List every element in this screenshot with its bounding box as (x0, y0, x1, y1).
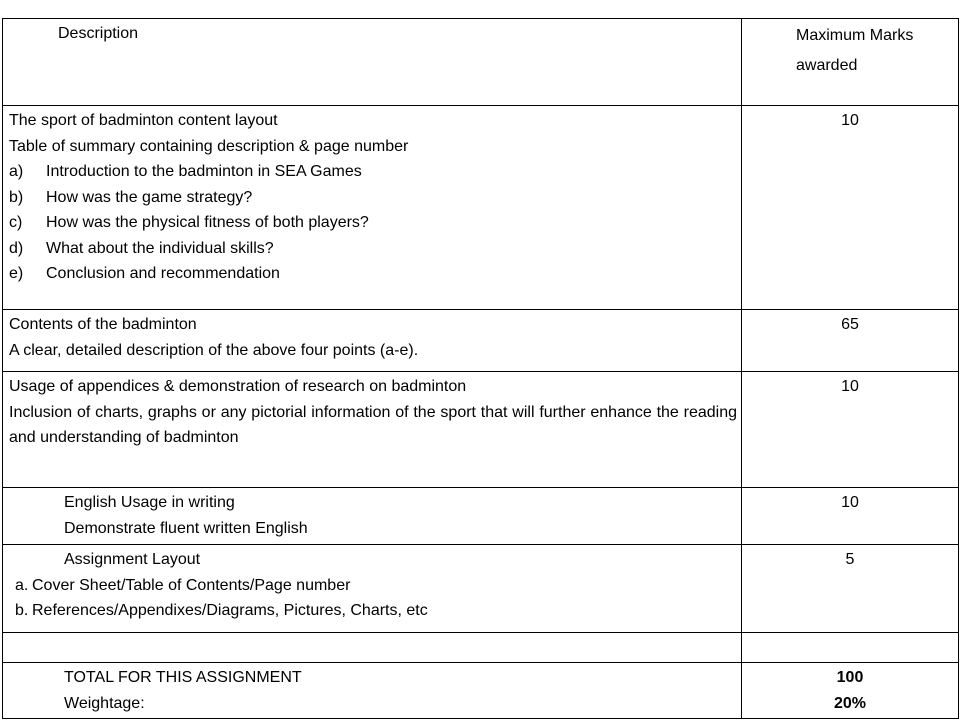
list-item (9, 261, 737, 287)
marks-value: 65 (841, 316, 859, 333)
criteria-subtitle: Demonstrate fluent written English (64, 519, 308, 537)
marks-cell (742, 310, 959, 372)
list-item-label: b. (15, 602, 29, 619)
list-item-text: Introduction to the badminton in SEA Games (46, 163, 362, 180)
list-item-text: Conclusion and recommendation (46, 265, 280, 282)
list-item-label: a. (15, 576, 29, 594)
criteria-cell (3, 310, 742, 372)
criteria-title: Usage of appendices & demonstration of research on badminton (9, 378, 467, 395)
weightage-value: 20% (833, 694, 867, 712)
header-row (3, 19, 959, 106)
marks-value: 10 (841, 378, 859, 395)
criteria-title: The sport of badminton content layout (9, 112, 278, 129)
criteria-title: Contents of the badminton (9, 316, 197, 333)
empty-cell (3, 633, 742, 663)
table-row (3, 372, 959, 488)
criteria-title: Assignment Layout (64, 551, 201, 568)
empty-row (3, 633, 959, 663)
marking-rubric-table (2, 18, 959, 719)
list-item (9, 573, 737, 599)
list-item-label: e) (9, 265, 24, 282)
list-item-text: Cover Sheet/Table of Contents/Page number (32, 576, 351, 594)
criteria-body: Inclusion of charts, graphs or any pictorial information of the sport that will further enhance the reading and understanding of badminton (9, 403, 737, 446)
marks-cell (742, 545, 959, 633)
list-item-text: What about the individual skills? (46, 239, 274, 257)
total-value-cell (742, 663, 959, 719)
list-item-label: a) (9, 163, 24, 180)
marks-cell (742, 106, 959, 310)
table-row (3, 545, 959, 633)
list-item-label: b) (9, 188, 24, 206)
list-item (9, 185, 737, 211)
list-item (9, 210, 737, 236)
list-item-label: c) (9, 214, 23, 231)
criteria-cell (3, 488, 742, 545)
total-label: TOTAL FOR THIS ASSIGNMENT (64, 669, 302, 686)
description-header: Description (58, 25, 139, 42)
list-item-text: References/Appendixes/Diagrams, Pictures, Charts, etc (32, 602, 428, 619)
total-label-cell (3, 663, 742, 719)
list-item (9, 159, 737, 185)
marks-value: 5 (845, 551, 855, 568)
list-item-text: How was the game strategy? (46, 188, 253, 206)
criteria-subtitle: Table of summary containing description & page number (9, 137, 409, 155)
list-item (9, 598, 737, 624)
list-item (9, 236, 737, 262)
list-item-text: How was the physical fitness of both players? (46, 214, 369, 231)
criteria-cell (3, 372, 742, 488)
total-value: 100 (836, 669, 864, 686)
empty-cell (742, 633, 959, 663)
total-row (3, 663, 959, 719)
description-header-cell (3, 19, 742, 106)
marks-value: 10 (841, 494, 859, 511)
max-marks-header-line2: awarded (796, 57, 858, 74)
table-row (3, 310, 959, 372)
criteria-cell (3, 106, 742, 310)
marks-cell (742, 488, 959, 545)
marks-cell (742, 372, 959, 488)
max-marks-header-cell (742, 19, 959, 106)
max-marks-header-line1: Maximum Marks (796, 27, 914, 44)
criteria-cell (3, 545, 742, 633)
criteria-subtitle: A clear, detailed description of the above four points (a-e). (9, 341, 419, 359)
table-row (3, 488, 959, 545)
table-row (3, 106, 959, 310)
marks-value: 10 (841, 112, 859, 129)
weightage-label: Weightage: (64, 694, 145, 712)
criteria-title: English Usage in writing (64, 494, 235, 511)
list-item-label: d) (9, 239, 24, 257)
